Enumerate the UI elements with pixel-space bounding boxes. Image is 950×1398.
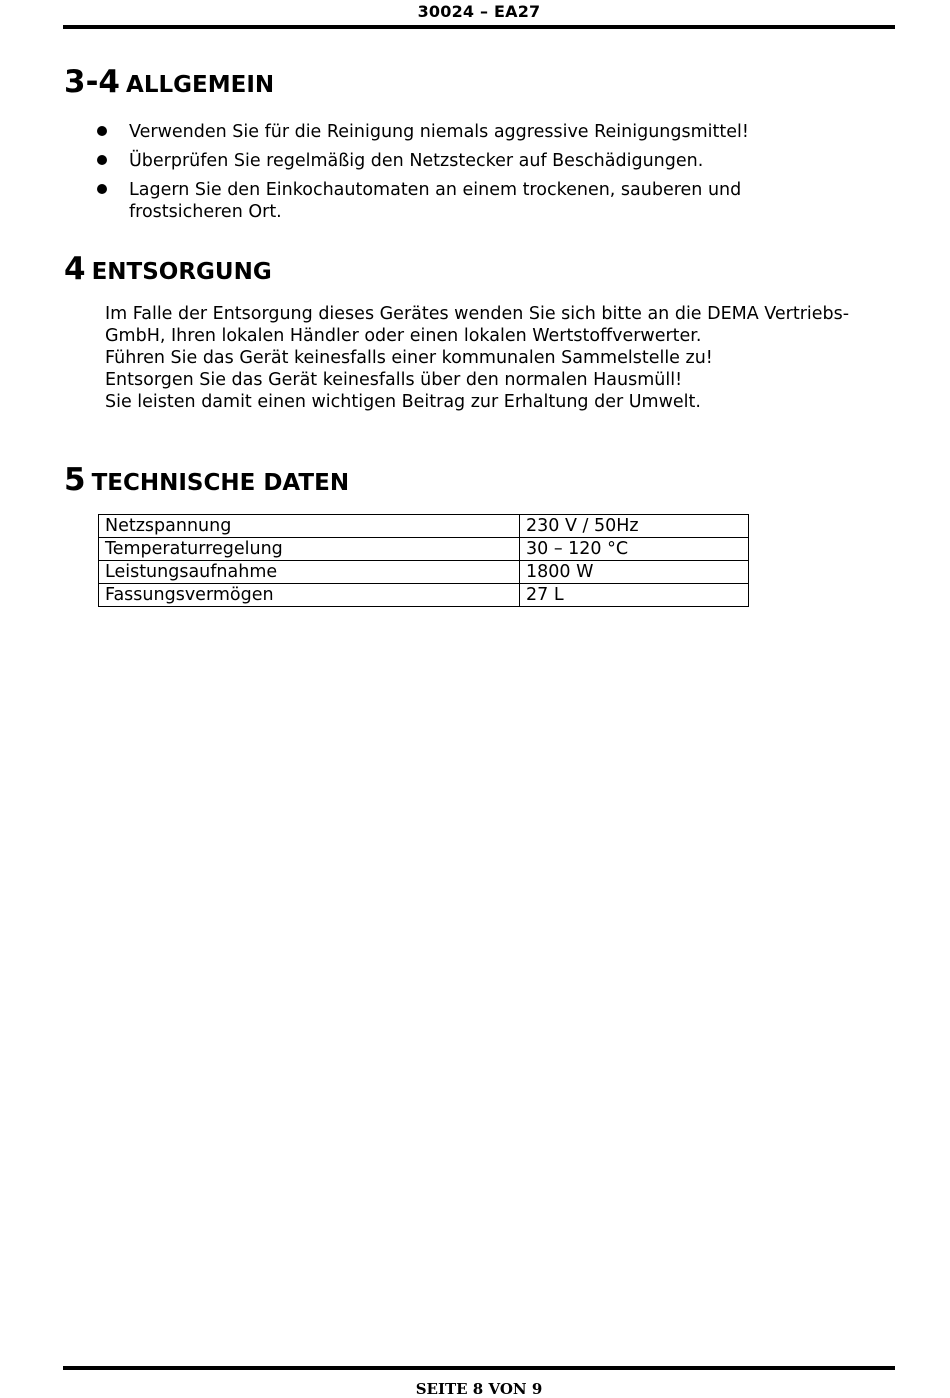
section-heading-allgemein	[64, 64, 274, 100]
bullet-icon	[97, 184, 107, 194]
table-cell-label: Temperaturregelung	[99, 538, 520, 561]
table-row	[99, 538, 749, 561]
section-heading-technische-daten	[64, 462, 349, 498]
table-cell-value: 27 L	[520, 584, 749, 607]
list-item-text: Überprüfen Sie regelmäßig den Netzstecker auf Beschädigungen.	[129, 151, 704, 171]
technical-data-table	[98, 514, 749, 607]
table-cell-value: 30 – 120 °C	[520, 538, 749, 561]
disposal-paragraph: Sie leisten damit einen wichtigen Beitrag zur Erhaltung der Umwelt.	[105, 392, 701, 412]
section-number: 3-4	[64, 64, 121, 100]
page-number-footer: SEITE 8 VON 9	[415, 1380, 543, 1398]
section-number: 5	[64, 462, 86, 498]
table-cell-label: Netzspannung	[99, 515, 520, 538]
section-title: TECHNISCHE DATEN	[91, 470, 350, 496]
disposal-paragraph: Im Falle der Entsorgung dieses Gerätes wenden Sie sich bitte an die DEMA Vertriebs-GmbH, Ihren lokalen Händler oder einen lokalen Wertstoffverwerter.	[105, 304, 850, 346]
table-row	[99, 561, 749, 584]
disposal-paragraph: Führen Sie das Gerät keinesfalls einer kommunalen Sammelstelle zu!	[105, 348, 713, 368]
bullet-icon	[97, 126, 107, 136]
table-cell-label: Leistungsaufnahme	[99, 561, 520, 584]
bullet-icon	[97, 155, 107, 165]
table-row	[99, 584, 749, 607]
section-heading-entsorgung	[64, 251, 272, 287]
list-item-text: Lagern Sie den Einkochautomaten an einem trockenen, sauberen und frostsicheren Ort.	[129, 180, 742, 222]
section-number: 4	[64, 251, 86, 287]
header-rule	[63, 25, 895, 29]
disposal-text-block	[105, 303, 895, 413]
section-title: ALLGEMEIN	[126, 72, 275, 98]
table-cell-value: 1800 W	[520, 561, 749, 584]
disposal-paragraph: Entsorgen Sie das Gerät keinesfalls über den normalen Hausmüll!	[105, 370, 683, 390]
table-row	[99, 515, 749, 538]
section-title: ENTSORGUNG	[91, 259, 272, 285]
document-header-title: 30024 – EA27	[417, 2, 541, 21]
list-item	[96, 179, 809, 223]
table-cell-value: 230 V / 50Hz	[520, 515, 749, 538]
list-item	[96, 150, 896, 172]
list-item-text: Verwenden Sie für die Reinigung niemals aggressive Reinigungsmittel!	[129, 122, 749, 142]
general-bullet-list	[96, 121, 896, 230]
footer-rule	[63, 1366, 895, 1370]
table-cell-label: Fassungsvermögen	[99, 584, 520, 607]
list-item	[96, 121, 896, 143]
